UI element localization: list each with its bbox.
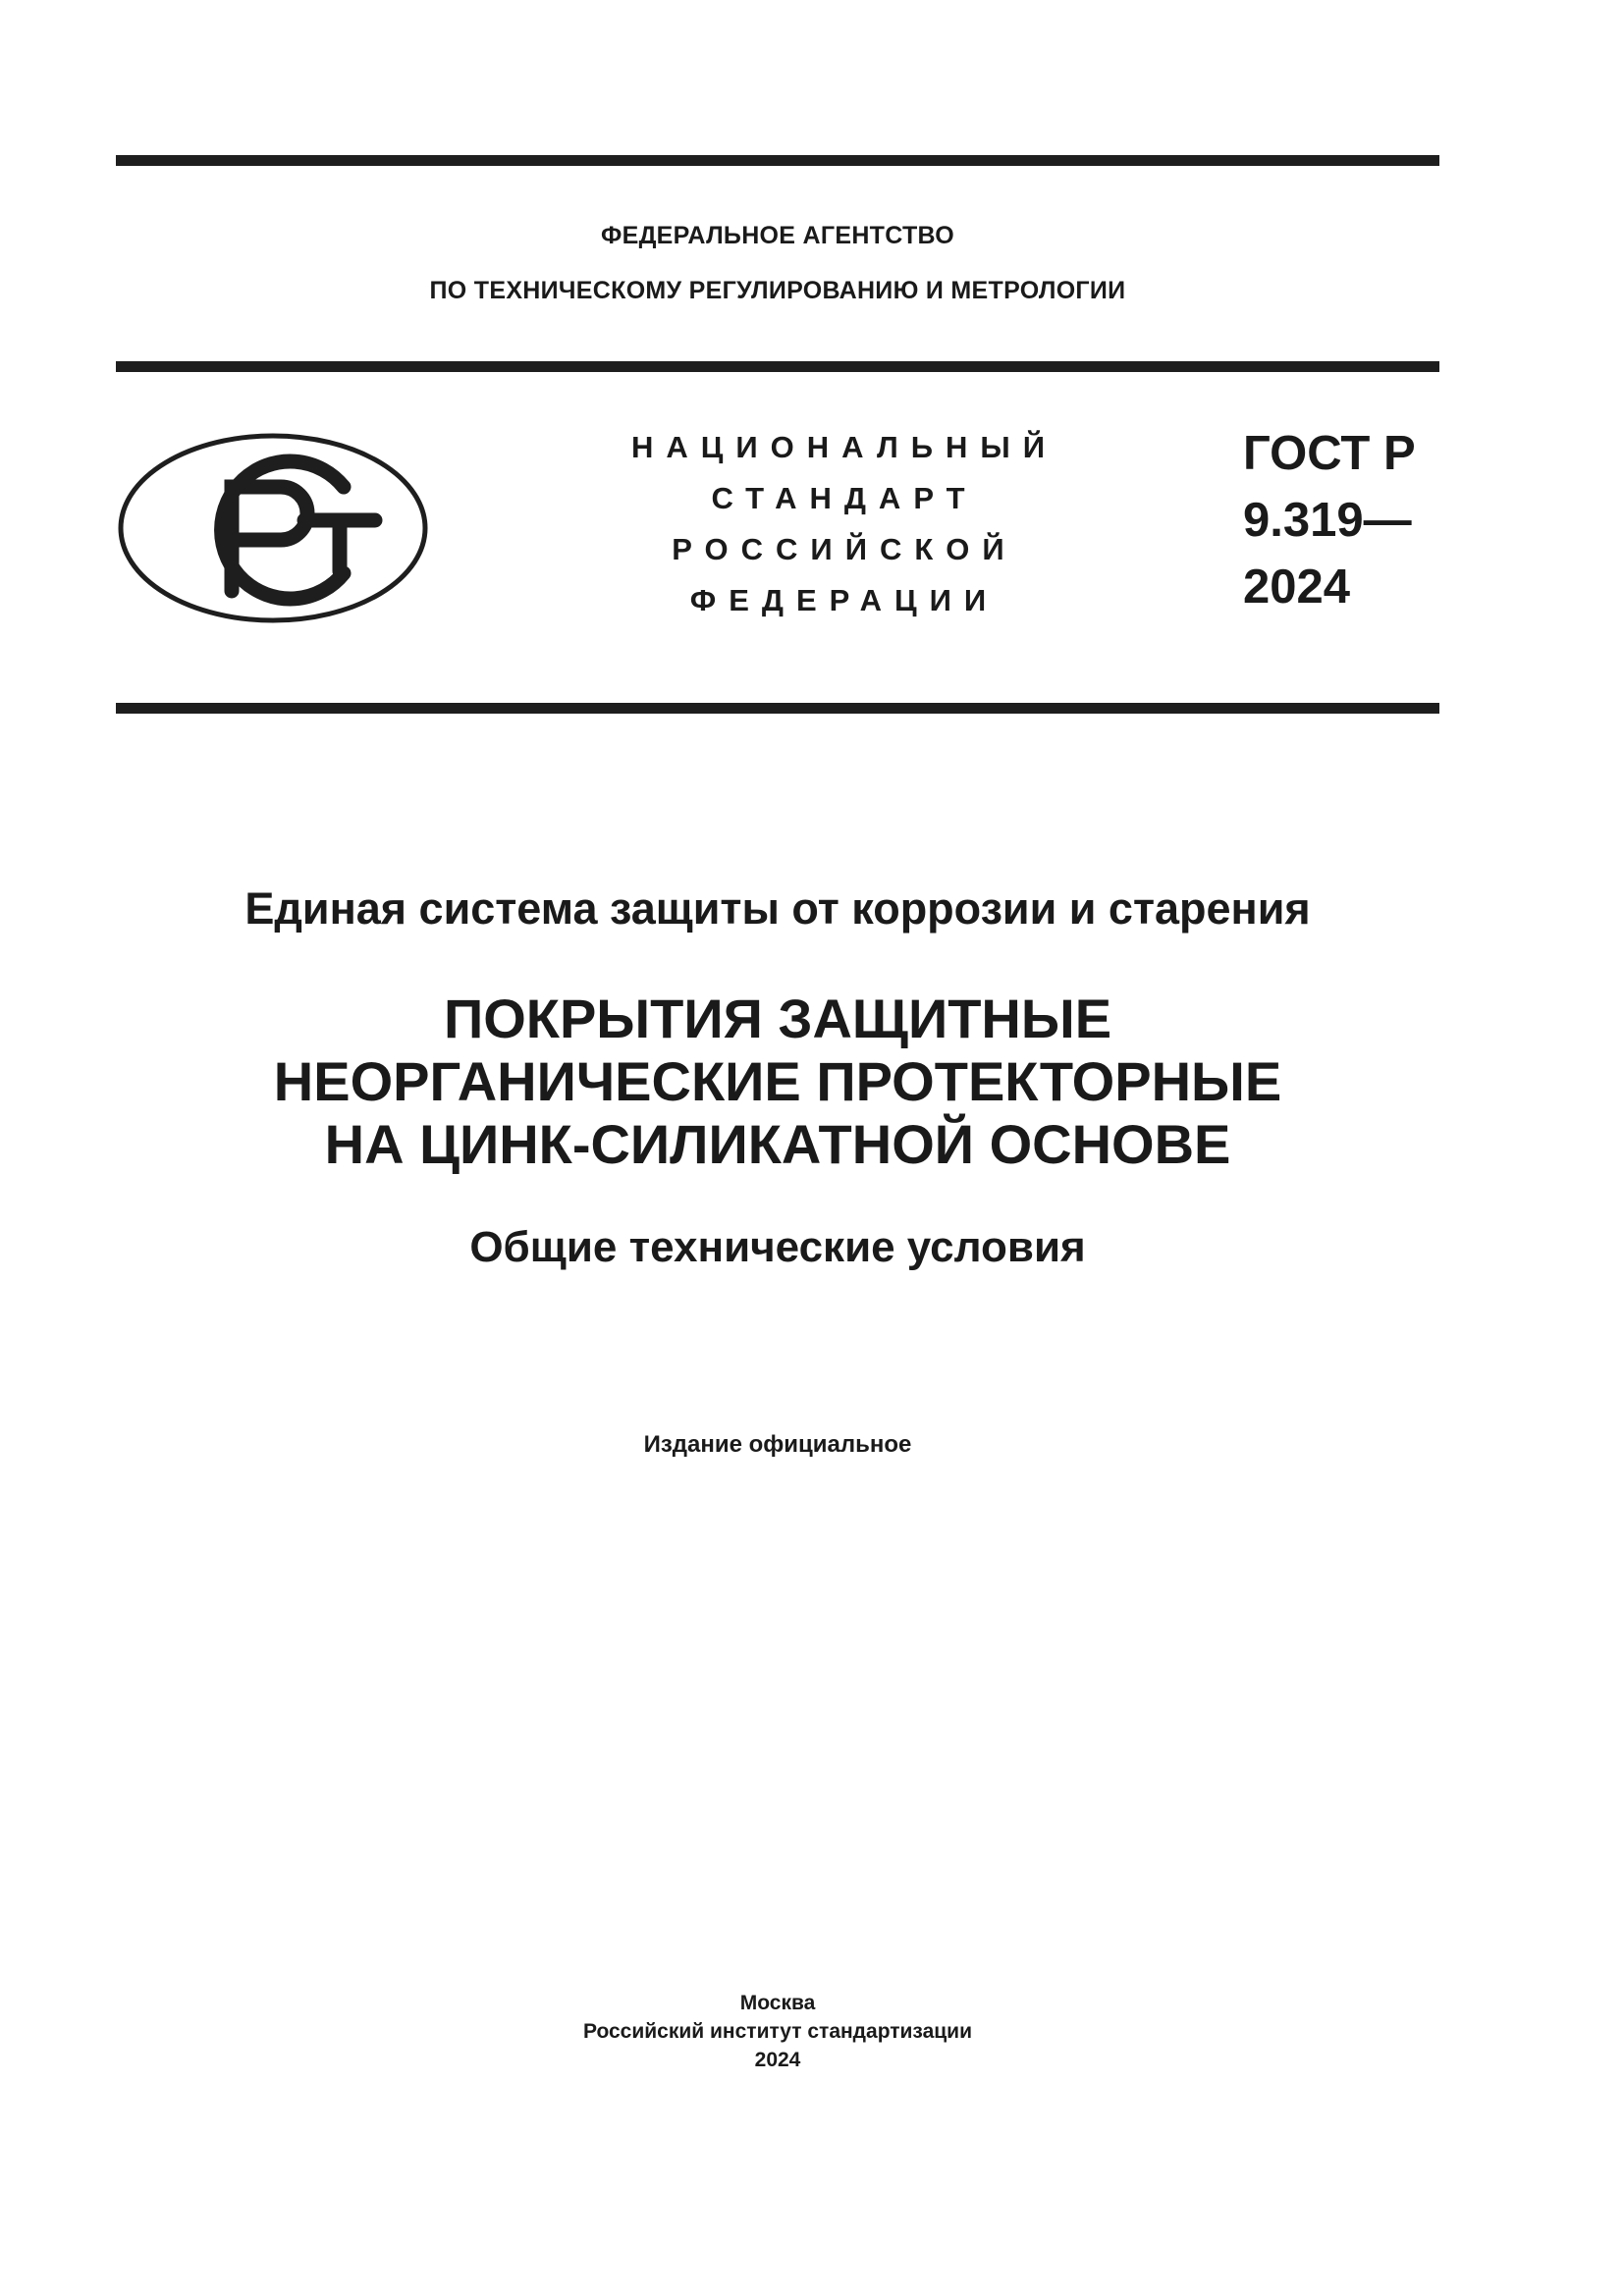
publisher-name: Российский институт стандартизации — [582, 2020, 973, 2043]
national-standard-line-2: СТАНДАРТ — [711, 481, 978, 515]
national-standard-line-1: НАЦИОНАЛЬНЫЙ — [630, 430, 1058, 464]
top-rule — [116, 155, 1439, 166]
rst-certification-logo-icon — [116, 430, 430, 626]
title-line-2: НЕОРГАНИЧЕСКИЕ ПРОТЕКТОРНЫЕ — [273, 1050, 1282, 1112]
designation-line-3: 2024 — [1243, 561, 1351, 614]
logo-rule — [116, 703, 1439, 714]
designation-line-1: ГОСТ Р — [1243, 427, 1416, 480]
publisher-city: Москва — [739, 1992, 816, 2014]
national-standard-line-4: ФЕДЕРАЦИИ — [689, 583, 1000, 617]
document-subtitle: Общие технические условия — [469, 1223, 1086, 1271]
header-rule — [116, 361, 1439, 372]
publication-year: 2024 — [754, 2049, 801, 2071]
title-line-3: НА ЦИНК-СИЛИКАТНОЙ ОСНОВЕ — [324, 1113, 1231, 1175]
document-title — [116, 988, 1439, 1176]
series-title: Единая система защиты от коррозии и старения — [244, 883, 1311, 934]
national-standard-label — [589, 422, 1100, 626]
national-standard-line-3: РОССИЙСКОЙ — [672, 532, 1017, 566]
agency-line-2: ПО ТЕХНИЧЕСКОМУ РЕГУЛИРОВАНИЮ И МЕТРОЛОГИИ — [429, 277, 1126, 304]
standard-designation — [1243, 420, 1416, 620]
publisher-block — [116, 1989, 1439, 2074]
title-line-1: ПОКРЫТИЯ ЗАЩИТНЫЕ — [443, 988, 1112, 1049]
designation-line-2: 9.319— — [1243, 494, 1412, 547]
agency-line-1: ФЕДЕРАЛЬНОЕ АГЕНТСТВО — [600, 222, 955, 249]
edition-note: Издание официальное — [643, 1431, 912, 1458]
